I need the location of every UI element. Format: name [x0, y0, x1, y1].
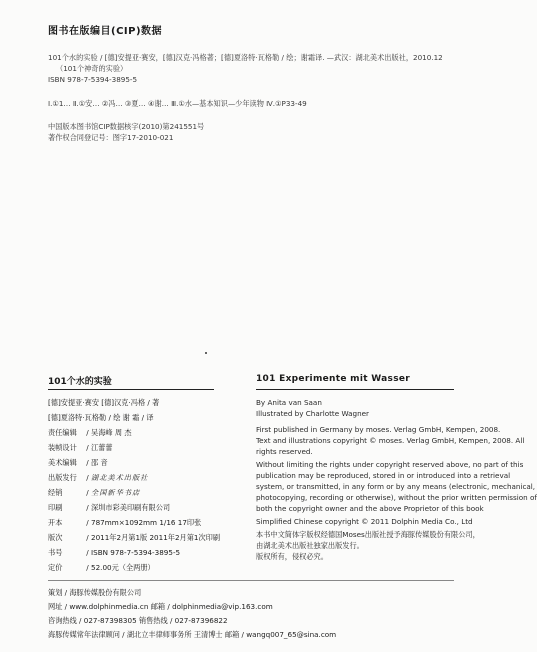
- en-line: 由湖北美术出版社独家出版发行。: [256, 541, 364, 550]
- en-line: 本书中文简体字版权经德国Moses出版社授予海豚传媒股份有限公司，: [256, 530, 480, 539]
- en-line: Text and illustrations copyright © moses. Verlag GmbH, Kempen, 2008. All: [256, 436, 525, 445]
- cip-line: 著作权合同登记号：图字17-2010-021: [48, 133, 174, 142]
- cn-row: 印刷 / 深圳市彩美印刷有限公司: [48, 503, 171, 512]
- cip-line: 101个水的实验 / [德]安提亚·赛安，[德]汉克·冯格著；[德]夏洛特·瓦格勒 / 绘；谢霜译. —武汉：湖北美术出版社，2010.12: [48, 53, 443, 62]
- en-line: By Anita van Saan: [256, 398, 322, 407]
- bottom-rule: [48, 580, 454, 581]
- bottom-line-hotline: 咨询热线 / 027-87398305 销售热线 / 027-87396822: [48, 616, 228, 625]
- cn-row-illustrator: [48, 413, 208, 423]
- cn-value: 吴海峰 周 杰: [91, 428, 132, 437]
- cn-label: [德]安提亚·赛安 [德]汉克·冯格 / 著: [48, 398, 160, 407]
- cip-line: 中国版本图书馆CIP数据核字(2010)第241551号: [48, 122, 205, 131]
- cn-value: 787mm×1092mm 1/16 17印张: [91, 518, 202, 527]
- cn-row-authors: [48, 398, 208, 408]
- cn-row: 开本 / 787mm×1092mm 1/16 17印张: [48, 518, 202, 527]
- cn-label: 经销: [48, 488, 63, 497]
- cn-row: 书号 / ISBN 978-7-5394-3895-5: [48, 548, 181, 557]
- en-line: 版权所有，侵权必究。: [256, 552, 328, 561]
- cip-line: ISBN 978-7-5394-3895-5: [48, 75, 138, 84]
- cn-title: 101个水的实验: [48, 377, 112, 387]
- en-title: 101 Experimente mit Wasser: [256, 374, 411, 384]
- cn-value: 邵 音: [91, 458, 108, 467]
- cn-value: 江蕾蕾: [91, 443, 113, 452]
- en-line: First published in Germany by moses. Verlag GmbH, Kempen, 2008.: [256, 425, 501, 434]
- cn-label: 责任编辑: [48, 428, 77, 437]
- cn-row: 责任编辑 / 吴海峰 周 杰: [48, 428, 132, 437]
- en-line: both the copyright owner and the above Proprietor of this book: [256, 504, 484, 513]
- cn-row: 定价 / 52.00元（全两册）: [48, 563, 155, 572]
- en-line: Without limiting the rights under copyright reserved above, no part of this: [256, 460, 524, 469]
- cn-value: ISBN 978-7-5394-3895-5: [91, 548, 181, 557]
- cn-row: 出版发行 / 湖北美术出版社: [48, 473, 149, 482]
- cn-label: 印刷: [48, 503, 63, 512]
- bottom-line-legal: 海豚传媒常年法律顾问 / 湖北立丰律师事务所 王清博士 邮箱 / wangq007_65@sina.com: [48, 630, 337, 639]
- en-title-rule: [256, 389, 454, 390]
- en-line: rights reserved.: [256, 447, 313, 456]
- en-line: Illustrated by Charlotte Wagner: [256, 409, 369, 418]
- cn-row: 装帧设计 / 江蕾蕾: [48, 443, 113, 452]
- cn-label: 装帧设计: [48, 443, 77, 452]
- xinhua-calligraphy: 全国新华书店: [91, 488, 141, 497]
- decorative-dot: [205, 352, 207, 354]
- cn-label: 开本: [48, 518, 63, 527]
- cn-label: [德]夏洛特·瓦格勒 / 绘 谢 霜 / 译: [48, 413, 154, 422]
- en-line: system, or transmitted, in any form or by any means (electronic, mechanical,: [256, 482, 536, 491]
- bottom-line-website: 网址 / www.dolphinmedia.cn 邮箱 / dolphinmedia@vip.163.com: [48, 602, 273, 611]
- cn-label: 出版发行: [48, 473, 77, 482]
- bottom-line-planner: 策划 / 海豚传媒股份有限公司: [48, 588, 142, 597]
- en-line: publication may be reproduced, stored in or introduced into a retrieval: [256, 471, 511, 480]
- cn-value: 2011年2月第1版 2011年2月第1次印刷: [91, 533, 221, 542]
- cn-value: 52.00元（全两册）: [91, 563, 155, 572]
- cn-label: 定价: [48, 563, 63, 572]
- cn-row: 美术编辑 / 邵 音: [48, 458, 108, 467]
- cn-row: 版次 / 2011年2月第1版 2011年2月第1次印刷: [48, 533, 221, 542]
- cn-title-rule: [48, 389, 214, 390]
- cip-line: Ⅰ.①1… Ⅱ.①安… ②冯… ③夏… ④谢… Ⅲ.①水—基本知识—少年读物 Ⅳ.①P33-49: [48, 99, 307, 108]
- cn-value: 深圳市彩美印刷有限公司: [91, 503, 171, 512]
- cip-title: 图书在版编目(CIP)数据: [48, 26, 163, 37]
- cn-label: 版次: [48, 533, 63, 542]
- en-line: photocopying, recording or otherwise), without the prior written permission of: [256, 493, 537, 502]
- en-line: Simplified Chinese copyright © 2011 Dolphin Media Co., Ltd: [256, 517, 473, 526]
- cn-row: 经销 / 全国新华书店: [48, 488, 141, 497]
- cn-label: 书号: [48, 548, 63, 557]
- cn-label: 美术编辑: [48, 458, 77, 467]
- cip-line: （101个神奇的实验）: [56, 64, 128, 73]
- publisher-calligraphy: 湖北美术出版社: [91, 473, 149, 482]
